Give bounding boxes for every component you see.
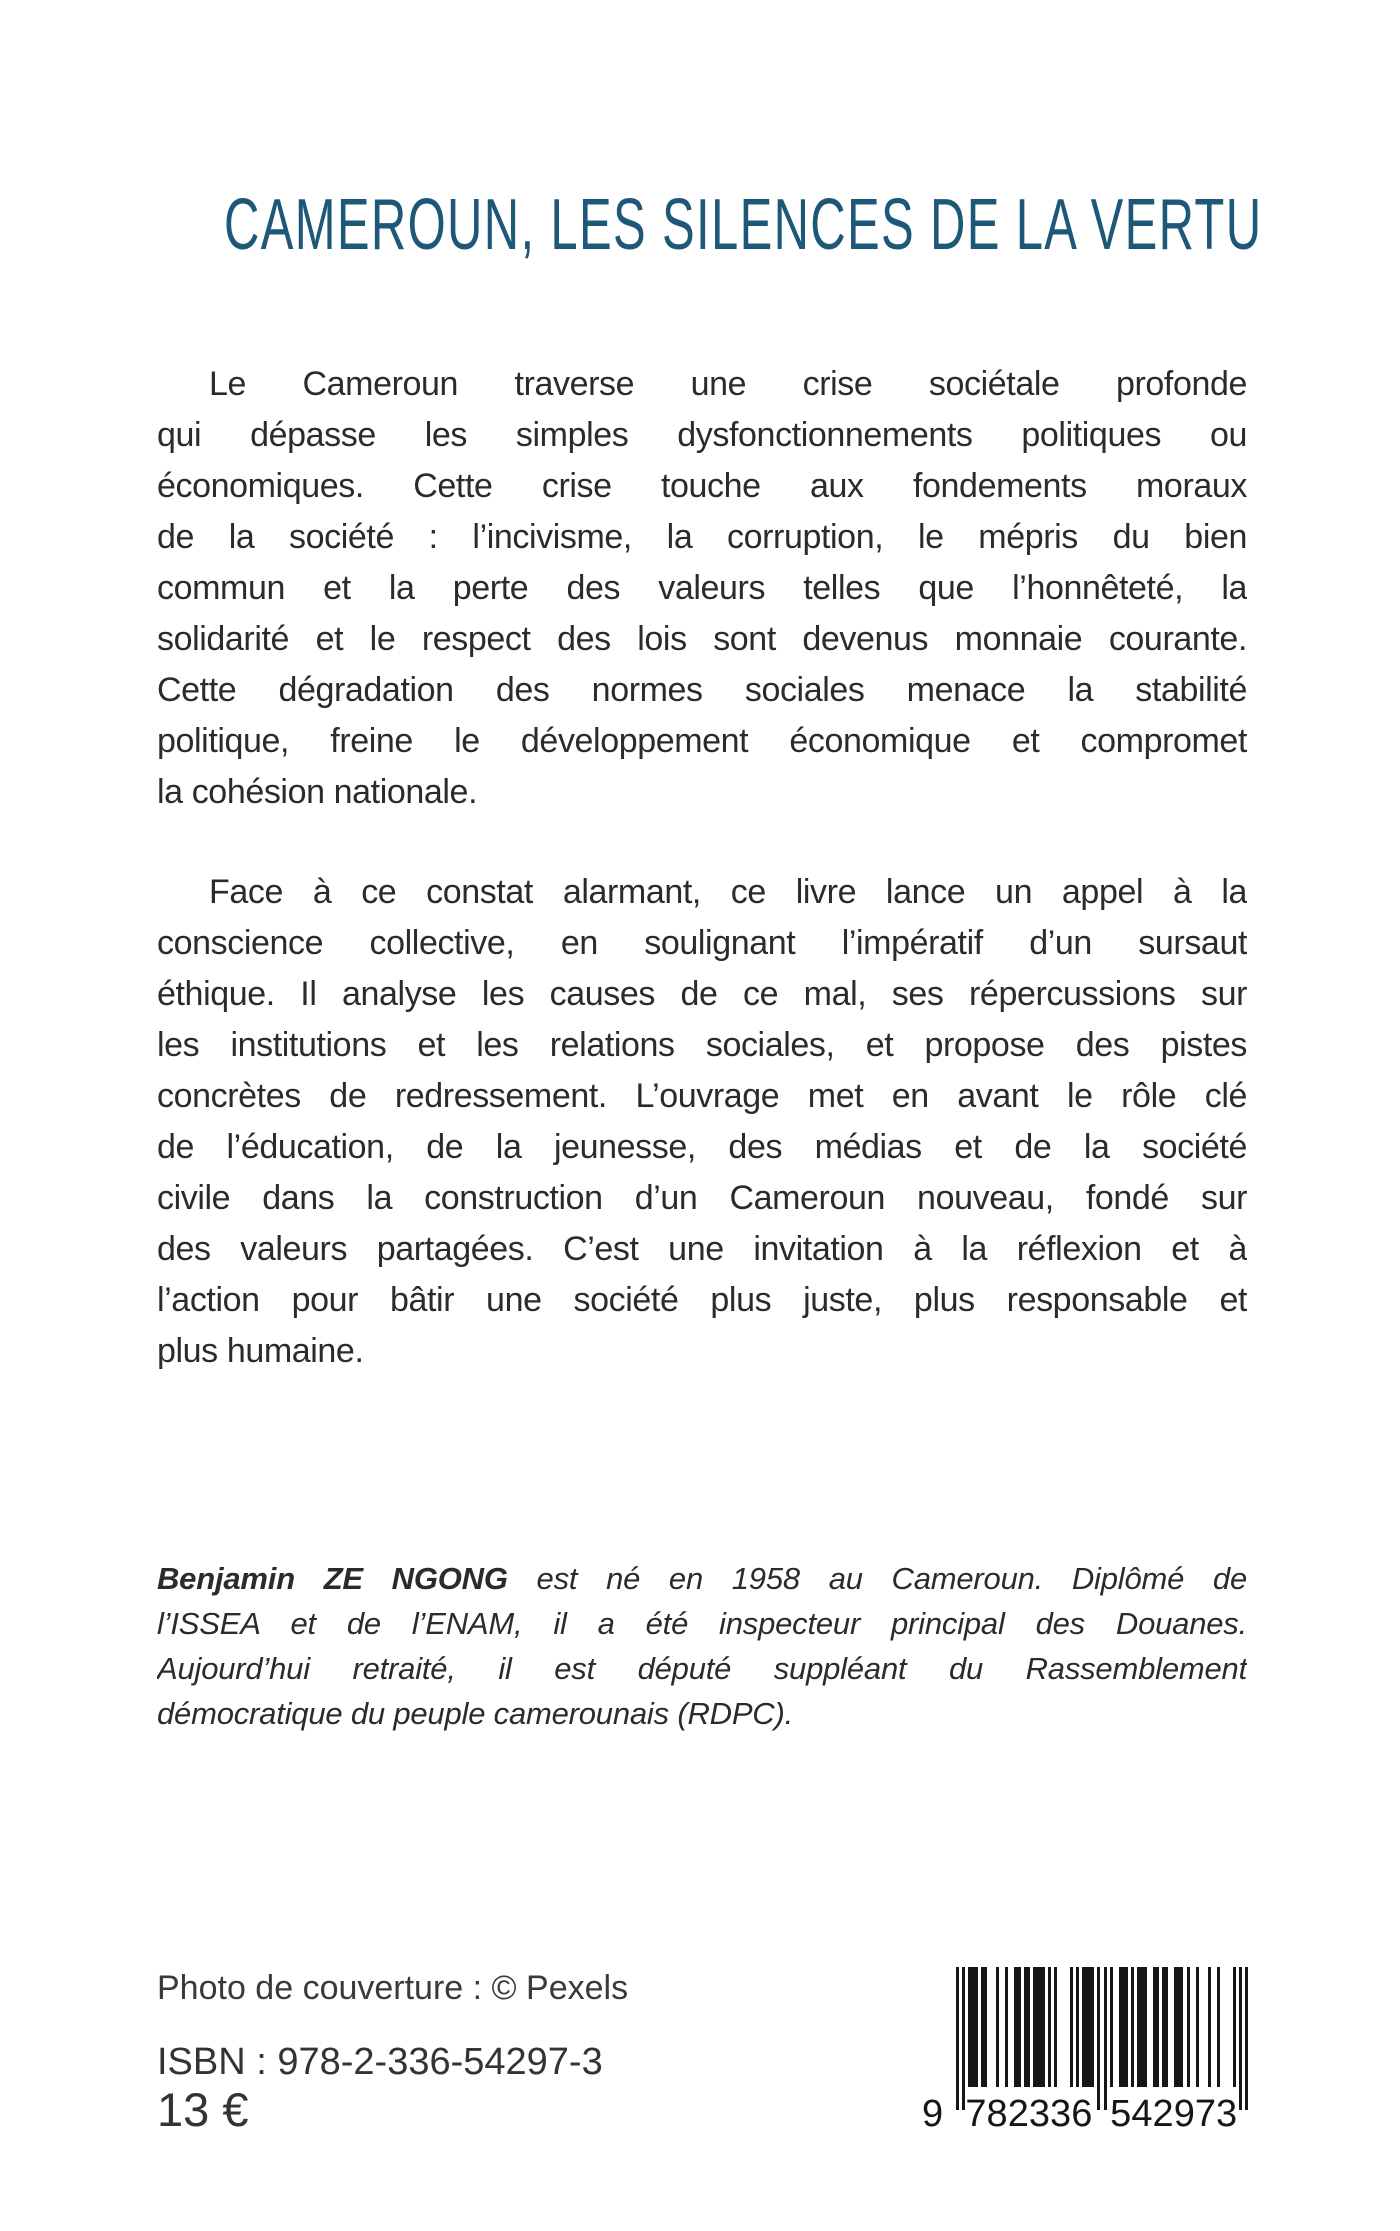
barcode-bar [996, 1967, 999, 2087]
text-line: les institutions et les relations sociales, et propose des pistes [157, 1026, 1247, 1064]
barcode-digit: 7 [965, 2093, 987, 2135]
text-line: conscience collective, en soulignant l’impératif d’un sursaut [157, 924, 1247, 962]
barcode-left-digits [965, 2095, 1092, 2133]
barcode-bar [1082, 1967, 1094, 2087]
author-bio [157, 1556, 1247, 1736]
author-bio-line-1 [157, 1556, 1247, 1601]
barcode-bar [981, 1967, 987, 2087]
photo-credit: Photo de couverture : © Pexels [157, 1969, 629, 2007]
barcode-bar [1076, 1967, 1079, 2087]
barcode-bar [1239, 1967, 1242, 2110]
barcode-right-digits [1110, 2095, 1237, 2133]
barcode-bar [1208, 1967, 1211, 2087]
text-line: démocratique du peuple camerounais (RDPC). [157, 1696, 794, 1731]
barcode-bar [1217, 1967, 1220, 2087]
author-name: Benjamin ZE NGONG [157, 1561, 508, 1596]
text-line: de la société : l’incivisme, la corruption, le mépris du bien [157, 518, 1247, 556]
text-line: de l’éducation, de la jeunesse, des médias et de la société [157, 1128, 1247, 1166]
synopsis-paragraph-2 [157, 867, 1247, 1377]
barcode-bar [1070, 1967, 1073, 2087]
barcode-bar [956, 1967, 959, 2110]
synopsis-paragraph-1 [157, 359, 1247, 818]
barcode-bar [1097, 1967, 1100, 2110]
text-line: Aujourd’hui retraité, il est député suppléant du Rassemblement [157, 1651, 1247, 1686]
barcode-bar [1196, 1967, 1199, 2087]
barcode-bar [1048, 1967, 1051, 2087]
barcode-bar [1233, 1967, 1236, 2087]
barcode-bar [1153, 1967, 1159, 2087]
text-line: Le Cameroun traverse une crise sociétale profonde [209, 365, 1247, 403]
barcode-bar [1245, 1967, 1248, 2110]
barcode-digit: 6 [1071, 2093, 1093, 2135]
barcode-digit: 3 [1028, 2093, 1050, 2135]
barcode-bar [1033, 1967, 1045, 2087]
text-line: la cohésion nationale. [157, 773, 478, 811]
text-line: concrètes de redressement. L’ouvrage met en avant le rôle clé [157, 1077, 1247, 1115]
barcode-bar [1187, 1967, 1190, 2087]
text-line: civile dans la construction d’un Cameroun nouveau, fondé sur [157, 1179, 1247, 1217]
text-line: des valeurs partagées. C’est une invitation à la réflexion et à [157, 1230, 1247, 1268]
text-line: Face à ce constat alarmant, ce livre lance un appel à la [209, 873, 1247, 911]
text-line: économiques. Cette crise touche aux fondements moraux [157, 467, 1247, 505]
book-title: CAMEROUN, LES SILENCES DE LA VERTU [224, 185, 1263, 265]
text-line: solidarité et le respect des lois sont devenus monnaie courante. [157, 620, 1247, 658]
barcode-bar [1014, 1967, 1020, 2087]
synopsis [157, 359, 1247, 1377]
author-bio-lines [157, 1601, 1247, 1736]
barcode-digit: 9 [1173, 2093, 1195, 2135]
barcode-bar [1119, 1967, 1128, 2087]
text-line: politique, freine le développement économique et compromet [157, 722, 1247, 760]
text-line: éthique. Il analyse les causes de ce mal, ses répercussions sur [157, 975, 1247, 1013]
text-line: l’ISSEA et de l’ENAM, il a été inspecteur principal des Douanes. [157, 1606, 1247, 1641]
barcode-digit: 8 [986, 2093, 1008, 2135]
barcode-bar [1131, 1967, 1134, 2087]
barcode-digit: 5 [1110, 2093, 1132, 2135]
barcode-first-digit: 9 [922, 2093, 944, 2135]
barcode-digit: 2 [1152, 2093, 1174, 2135]
barcode-bar [1054, 1967, 1057, 2087]
barcode-digit: 7 [1194, 2093, 1216, 2135]
barcode-bar [1110, 1967, 1113, 2087]
barcode [922, 1967, 1248, 2135]
barcode-digit: 4 [1131, 2093, 1153, 2135]
barcode-bar [968, 1967, 977, 2087]
barcode-bar [962, 1967, 965, 2110]
text-line: plus humaine. [157, 1332, 364, 1370]
barcode-digit: 2 [1007, 2093, 1029, 2135]
text-line: qui dépasse les simples dysfonctionnements politiques ou [157, 416, 1247, 454]
barcode-bar [1137, 1967, 1146, 2087]
barcode-bar [1024, 1967, 1030, 2087]
barcode-bar [1104, 1967, 1107, 2110]
barcode-digit: 3 [1050, 2093, 1072, 2135]
text-line: Cette dégradation des normes sociales menace la stabilité [157, 671, 1247, 709]
isbn: ISBN : 978-2-336-54297-3 [157, 2041, 603, 2083]
barcode-bar [1174, 1967, 1183, 2087]
barcode-bar [1162, 1967, 1168, 2087]
barcode-bar [1005, 1967, 1008, 2087]
text-line: commun et la perte des valeurs telles que l’honnêteté, la [157, 569, 1247, 607]
price: 13 € [157, 2083, 249, 2136]
text-line: l’action pour bâtir une société plus juste, plus responsable et [157, 1281, 1247, 1319]
barcode-digit: 3 [1216, 2093, 1238, 2135]
author-bio-line-1-rest: est né en 1958 au Cameroun. Diplômé de [507, 1561, 1247, 1596]
